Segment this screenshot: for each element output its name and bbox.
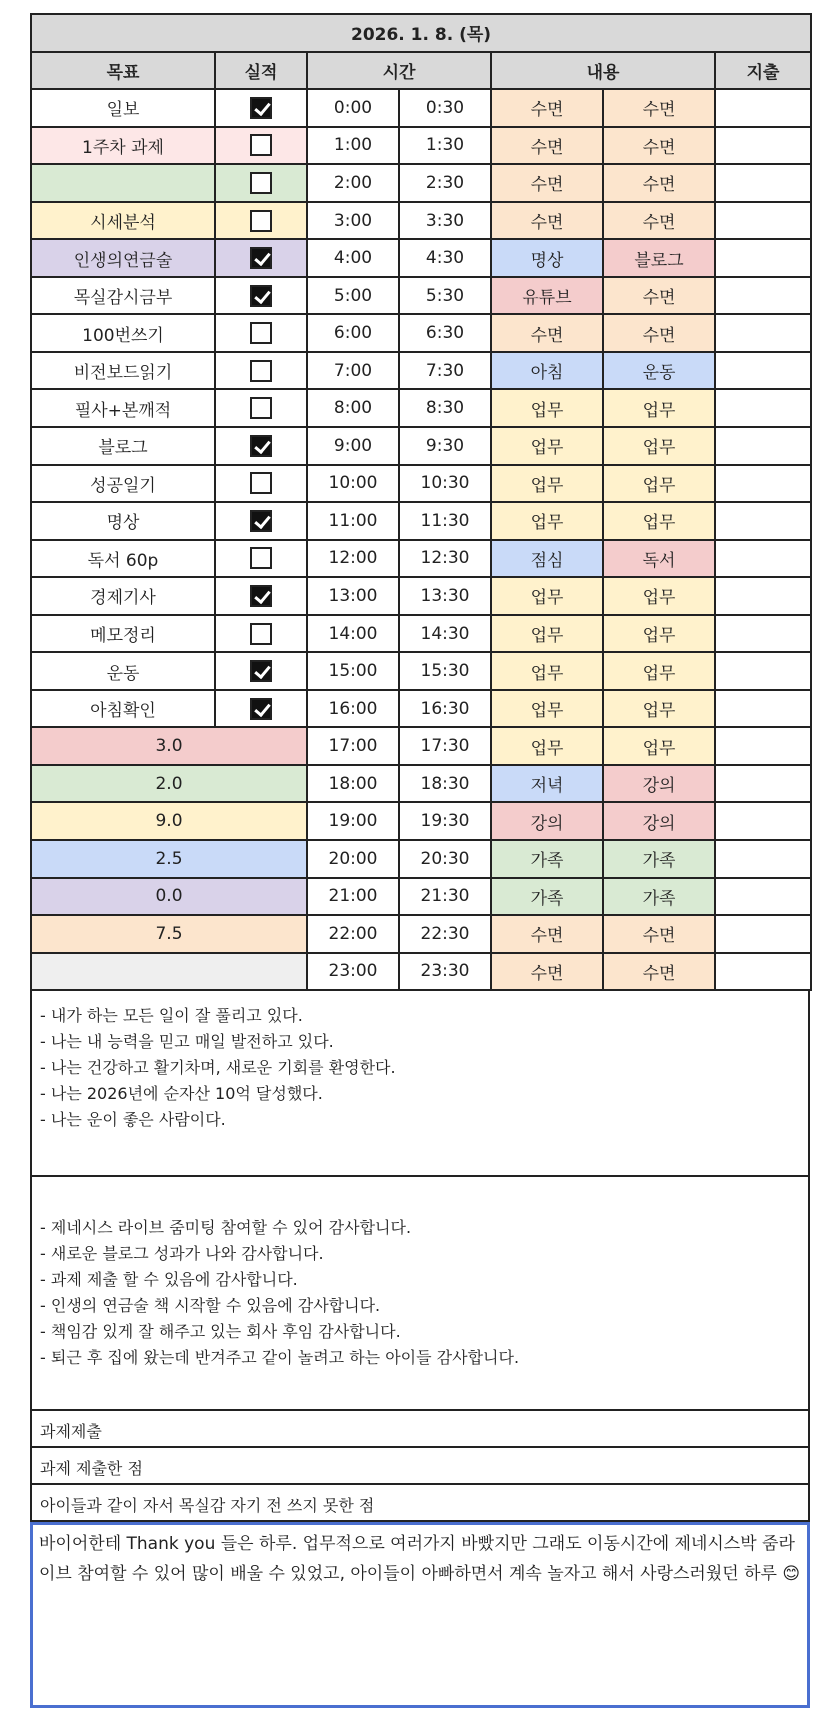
goal-cell[interactable] bbox=[31, 164, 215, 202]
goal-cell[interactable]: 시세분석 bbox=[31, 202, 215, 240]
expense-cell[interactable] bbox=[715, 502, 811, 540]
result-cell[interactable] bbox=[215, 427, 307, 465]
summary-value-cell[interactable]: 9.0 bbox=[31, 802, 307, 840]
table-row bbox=[31, 727, 811, 765]
line-cell-1[interactable]: 과제제출 bbox=[30, 1411, 810, 1448]
checkbox-checked[interactable] bbox=[250, 660, 272, 682]
goal-cell[interactable]: 인생의연금술 bbox=[31, 239, 215, 277]
goal-cell[interactable]: 운동 bbox=[31, 652, 215, 690]
expense-cell[interactable] bbox=[715, 840, 811, 878]
time-start-cell[interactable]: 15:00 bbox=[307, 652, 399, 690]
time-header: 시간 bbox=[307, 52, 491, 90]
content-cell-1[interactable]: 업무 bbox=[491, 615, 603, 653]
expense-cell[interactable] bbox=[715, 802, 811, 840]
time-start-cell[interactable]: 21:00 bbox=[307, 878, 399, 916]
time-start-cell[interactable]: 8:00 bbox=[307, 389, 399, 427]
content-cell-1[interactable]: 업무 bbox=[491, 577, 603, 615]
line-cell-3[interactable]: 아이들과 같이 자서 목실감 자기 전 쓰지 못한 점 bbox=[30, 1485, 810, 1522]
content-cell-1[interactable]: 수면 bbox=[491, 953, 603, 991]
expense-cell[interactable] bbox=[715, 239, 811, 277]
checkbox-unchecked[interactable] bbox=[250, 360, 272, 382]
list-item: - 나는 운이 좋은 사람이다. bbox=[40, 1110, 226, 1130]
content-cell-2[interactable]: 수면 bbox=[603, 202, 715, 240]
goal-cell[interactable]: 독서 60p bbox=[31, 540, 215, 578]
list-item: - 제네시스 라이브 줌미팅 참여할 수 있어 감사합니다. bbox=[40, 1218, 412, 1238]
time-end-cell[interactable]: 13:30 bbox=[399, 577, 491, 615]
table-row bbox=[31, 465, 811, 503]
table-row bbox=[31, 953, 811, 991]
content-cell-2[interactable]: 수면 bbox=[603, 953, 715, 991]
time-start-cell[interactable]: 18:00 bbox=[307, 765, 399, 803]
table-row bbox=[31, 239, 811, 277]
goal-cell[interactable]: 100번쓰기 bbox=[31, 314, 215, 352]
content-cell-2[interactable]: 독서 bbox=[603, 540, 715, 578]
expense-cell[interactable] bbox=[715, 540, 811, 578]
time-start-cell[interactable]: 11:00 bbox=[307, 502, 399, 540]
time-end-cell[interactable]: 23:30 bbox=[399, 953, 491, 991]
content-cell-1[interactable]: 유튜브 bbox=[491, 277, 603, 315]
content-cell-1[interactable]: 가족 bbox=[491, 840, 603, 878]
expense-cell[interactable] bbox=[715, 953, 811, 991]
goal-cell[interactable]: 경제기사 bbox=[31, 577, 215, 615]
expense-cell[interactable] bbox=[715, 314, 811, 352]
expense-cell[interactable] bbox=[715, 727, 811, 765]
content-cell-1[interactable]: 업무 bbox=[491, 502, 603, 540]
goal-cell[interactable]: 명상 bbox=[31, 502, 215, 540]
time-start-cell[interactable]: 16:00 bbox=[307, 690, 399, 728]
time-start-cell[interactable]: 23:00 bbox=[307, 953, 399, 991]
checkbox-checked[interactable] bbox=[250, 435, 272, 457]
time-start-cell[interactable]: 2:00 bbox=[307, 164, 399, 202]
time-end-cell[interactable]: 18:30 bbox=[399, 765, 491, 803]
time-start-cell[interactable]: 14:00 bbox=[307, 615, 399, 653]
expense-cell[interactable] bbox=[715, 915, 811, 953]
content-cell-2[interactable]: 가족 bbox=[603, 878, 715, 916]
time-start-cell[interactable]: 6:00 bbox=[307, 314, 399, 352]
table-row bbox=[31, 765, 811, 803]
table-row bbox=[31, 89, 811, 127]
result-cell[interactable] bbox=[215, 615, 307, 653]
time-start-cell[interactable]: 5:00 bbox=[307, 277, 399, 315]
table-row bbox=[31, 427, 811, 465]
expense-cell[interactable] bbox=[715, 577, 811, 615]
content-cell-1[interactable]: 수면 bbox=[491, 164, 603, 202]
content-cell-1[interactable]: 수면 bbox=[491, 314, 603, 352]
time-end-cell[interactable]: 10:30 bbox=[399, 465, 491, 503]
time-end-cell[interactable]: 5:30 bbox=[399, 277, 491, 315]
table-row bbox=[31, 840, 811, 878]
content-cell-1[interactable]: 아침 bbox=[491, 352, 603, 390]
checkbox-unchecked[interactable] bbox=[250, 547, 272, 569]
goal-cell[interactable]: 일보 bbox=[31, 89, 215, 127]
time-start-cell[interactable]: 9:00 bbox=[307, 427, 399, 465]
time-start-cell[interactable]: 10:00 bbox=[307, 465, 399, 503]
daily-planner-sheet bbox=[30, 13, 810, 1708]
planner-table bbox=[30, 13, 812, 991]
time-end-cell[interactable]: 7:30 bbox=[399, 352, 491, 390]
checkbox-unchecked[interactable] bbox=[250, 134, 272, 156]
table-row bbox=[31, 389, 811, 427]
time-end-cell[interactable]: 3:30 bbox=[399, 202, 491, 240]
goal-cell[interactable]: 성공일기 bbox=[31, 465, 215, 503]
time-end-cell[interactable]: 22:30 bbox=[399, 915, 491, 953]
summary-value-cell[interactable] bbox=[31, 953, 307, 991]
journal-cell-selected[interactable]: 바이어한테 Thank you 들은 하루. 업무적으로 여러가지 바빴지만 그래도 이동시간에 제네시스박 줌라이브 참여할 수 있어 많이 배울 수 있었고, 아이들이 아빠하면서 계속 놀자고 해서 사랑스러웠던 하루 😊 bbox=[30, 1522, 810, 1708]
time-end-cell[interactable]: 12:30 bbox=[399, 540, 491, 578]
goal-cell[interactable]: 비전보드읽기 bbox=[31, 352, 215, 390]
time-end-cell[interactable]: 9:30 bbox=[399, 427, 491, 465]
goal-cell[interactable]: 목실감시금부 bbox=[31, 277, 215, 315]
checkbox-checked[interactable] bbox=[250, 285, 272, 307]
list-item: - 내가 하는 모든 일이 잘 풀리고 있다. bbox=[40, 1006, 303, 1026]
table-row bbox=[31, 802, 811, 840]
expense-cell[interactable] bbox=[715, 465, 811, 503]
content-cell-2[interactable]: 업무 bbox=[603, 652, 715, 690]
table-row bbox=[31, 540, 811, 578]
time-start-cell[interactable]: 17:00 bbox=[307, 727, 399, 765]
expense-cell[interactable] bbox=[715, 389, 811, 427]
table-row bbox=[31, 915, 811, 953]
content-cell-2[interactable]: 수면 bbox=[603, 915, 715, 953]
content-cell-1[interactable]: 수면 bbox=[491, 89, 603, 127]
summary-value-cell[interactable]: 2.0 bbox=[31, 765, 307, 803]
time-start-cell[interactable]: 12:00 bbox=[307, 540, 399, 578]
expense-cell[interactable] bbox=[715, 352, 811, 390]
table-row bbox=[31, 615, 811, 653]
content-cell-1[interactable]: 명상 bbox=[491, 239, 603, 277]
checkbox-checked[interactable] bbox=[250, 97, 272, 119]
time-end-cell[interactable]: 11:30 bbox=[399, 502, 491, 540]
list-item: - 나는 건강하고 활기차며, 새로운 기회를 환영한다. bbox=[40, 1058, 396, 1078]
time-end-cell[interactable]: 17:30 bbox=[399, 727, 491, 765]
time-start-cell[interactable]: 7:00 bbox=[307, 352, 399, 390]
content-cell-1[interactable]: 업무 bbox=[491, 690, 603, 728]
content-cell-2[interactable]: 업무 bbox=[603, 389, 715, 427]
table-row bbox=[31, 878, 811, 916]
checkbox-checked[interactable] bbox=[250, 698, 272, 720]
content-cell-2[interactable]: 업무 bbox=[603, 502, 715, 540]
table-row bbox=[31, 277, 811, 315]
content-cell-2[interactable]: 수면 bbox=[603, 127, 715, 165]
checkbox-unchecked[interactable] bbox=[250, 472, 272, 494]
expense-cell[interactable] bbox=[715, 878, 811, 916]
affirmations-block[interactable] bbox=[30, 991, 810, 1177]
goal-cell[interactable]: 블로그 bbox=[31, 427, 215, 465]
result-cell[interactable] bbox=[215, 465, 307, 503]
checkbox-unchecked[interactable] bbox=[250, 210, 272, 232]
time-end-cell[interactable]: 8:30 bbox=[399, 389, 491, 427]
expense-cell[interactable] bbox=[715, 690, 811, 728]
result-cell[interactable] bbox=[215, 127, 307, 165]
content-cell-2[interactable]: 블로그 bbox=[603, 239, 715, 277]
time-end-cell[interactable]: 16:30 bbox=[399, 690, 491, 728]
content-cell-2[interactable]: 수면 bbox=[603, 89, 715, 127]
content-cell-1[interactable]: 업무 bbox=[491, 727, 603, 765]
list-item: - 나는 내 능력을 믿고 매일 발전하고 있다. bbox=[40, 1032, 334, 1052]
time-end-cell[interactable]: 14:30 bbox=[399, 615, 491, 653]
table-row bbox=[31, 652, 811, 690]
content-cell-2[interactable]: 수면 bbox=[603, 164, 715, 202]
result-cell[interactable] bbox=[215, 352, 307, 390]
expense-cell[interactable] bbox=[715, 652, 811, 690]
content-cell-2[interactable]: 수면 bbox=[603, 277, 715, 315]
expense-cell[interactable] bbox=[715, 127, 811, 165]
expense-header: 지출 bbox=[715, 52, 811, 90]
content-cell-2[interactable]: 운동 bbox=[603, 352, 715, 390]
result-cell[interactable] bbox=[215, 89, 307, 127]
time-end-cell[interactable]: 0:30 bbox=[399, 89, 491, 127]
expense-cell[interactable] bbox=[715, 89, 811, 127]
time-end-cell[interactable]: 20:30 bbox=[399, 840, 491, 878]
content-cell-1[interactable]: 강의 bbox=[491, 802, 603, 840]
goal-cell[interactable]: 메모정리 bbox=[31, 615, 215, 653]
content-cell-2[interactable]: 업무 bbox=[603, 727, 715, 765]
list-item: - 인생의 연금술 책 시작할 수 있음에 감사합니다. bbox=[40, 1296, 381, 1316]
time-start-cell[interactable]: 0:00 bbox=[307, 89, 399, 127]
content-cell-2[interactable]: 수면 bbox=[603, 314, 715, 352]
content-cell-1[interactable]: 업무 bbox=[491, 465, 603, 503]
time-start-cell[interactable]: 20:00 bbox=[307, 840, 399, 878]
expense-cell[interactable] bbox=[715, 427, 811, 465]
content-cell-1[interactable]: 수면 bbox=[491, 202, 603, 240]
table-row bbox=[31, 577, 811, 615]
summary-value-cell[interactable]: 7.5 bbox=[31, 915, 307, 953]
content-cell-1[interactable]: 점심 bbox=[491, 540, 603, 578]
content-cell-1[interactable]: 저녁 bbox=[491, 765, 603, 803]
content-cell-1[interactable]: 가족 bbox=[491, 878, 603, 916]
content-cell-2[interactable]: 업무 bbox=[603, 465, 715, 503]
checkbox-checked[interactable] bbox=[250, 247, 272, 269]
content-cell-2[interactable]: 업무 bbox=[603, 427, 715, 465]
planner-body bbox=[31, 89, 811, 990]
result-cell[interactable] bbox=[215, 202, 307, 240]
expense-cell[interactable] bbox=[715, 277, 811, 315]
list-item: - 퇴근 후 집에 왔는데 반겨주고 같이 놀려고 하는 아이들 감사합니다. bbox=[40, 1348, 520, 1368]
line-cell-2[interactable]: 과제 제출한 점 bbox=[30, 1448, 810, 1485]
content-cell-1[interactable]: 업무 bbox=[491, 652, 603, 690]
time-end-cell[interactable]: 1:30 bbox=[399, 127, 491, 165]
table-row bbox=[31, 164, 811, 202]
time-start-cell[interactable]: 22:00 bbox=[307, 915, 399, 953]
table-row bbox=[31, 352, 811, 390]
result-cell[interactable] bbox=[215, 502, 307, 540]
goal-cell[interactable]: 필사+본깨적 bbox=[31, 389, 215, 427]
summary-value-cell[interactable]: 2.5 bbox=[31, 840, 307, 878]
time-start-cell[interactable]: 3:00 bbox=[307, 202, 399, 240]
checkbox-unchecked[interactable] bbox=[250, 397, 272, 419]
summary-value-cell[interactable]: 0.0 bbox=[31, 878, 307, 916]
content-cell-2[interactable]: 업무 bbox=[603, 577, 715, 615]
time-end-cell[interactable]: 2:30 bbox=[399, 164, 491, 202]
content-cell-2[interactable]: 업무 bbox=[603, 690, 715, 728]
goal-cell[interactable]: 1주차 과제 bbox=[31, 127, 215, 165]
content-cell-1[interactable]: 업무 bbox=[491, 427, 603, 465]
expense-cell[interactable] bbox=[715, 765, 811, 803]
result-cell[interactable] bbox=[215, 389, 307, 427]
table-row bbox=[31, 690, 811, 728]
expense-cell[interactable] bbox=[715, 164, 811, 202]
content-cell-2[interactable]: 가족 bbox=[603, 840, 715, 878]
content-cell-2[interactable]: 업무 bbox=[603, 615, 715, 653]
list-item: - 책임감 있게 잘 해주고 있는 회사 후임 감사합니다. bbox=[40, 1322, 401, 1342]
time-start-cell[interactable]: 1:00 bbox=[307, 127, 399, 165]
list-item: - 새로운 블로그 성과가 나와 감사합니다. bbox=[40, 1244, 324, 1264]
result-cell[interactable] bbox=[215, 540, 307, 578]
result-cell[interactable] bbox=[215, 164, 307, 202]
checkbox-checked[interactable] bbox=[250, 585, 272, 607]
list-item: - 과제 제출 할 수 있음에 감사합니다. bbox=[40, 1270, 298, 1290]
list-item: - 나는 2026년에 순자산 10억 달성했다. bbox=[40, 1084, 323, 1104]
result-header: 실적 bbox=[215, 52, 307, 90]
expense-cell[interactable] bbox=[715, 615, 811, 653]
time-end-cell[interactable]: 6:30 bbox=[399, 314, 491, 352]
checkbox-unchecked[interactable] bbox=[250, 172, 272, 194]
content-cell-2[interactable]: 강의 bbox=[603, 802, 715, 840]
content-header: 내용 bbox=[491, 52, 715, 90]
table-row bbox=[31, 502, 811, 540]
content-cell-1[interactable]: 업무 bbox=[491, 389, 603, 427]
checkbox-checked[interactable] bbox=[250, 510, 272, 532]
table-row bbox=[31, 314, 811, 352]
result-cell[interactable] bbox=[215, 577, 307, 615]
goal-cell[interactable]: 아침확인 bbox=[31, 690, 215, 728]
checkbox-unchecked[interactable] bbox=[250, 623, 272, 645]
result-cell[interactable] bbox=[215, 652, 307, 690]
date-header: 2026. 1. 8. (목) bbox=[31, 14, 811, 52]
result-cell[interactable] bbox=[215, 277, 307, 315]
gratitude-block[interactable] bbox=[30, 1177, 810, 1411]
result-cell[interactable] bbox=[215, 239, 307, 277]
time-start-cell[interactable]: 4:00 bbox=[307, 239, 399, 277]
time-end-cell[interactable]: 21:30 bbox=[399, 878, 491, 916]
time-start-cell[interactable]: 13:00 bbox=[307, 577, 399, 615]
result-cell[interactable] bbox=[215, 690, 307, 728]
table-row bbox=[31, 127, 811, 165]
result-cell[interactable] bbox=[215, 314, 307, 352]
goal-header: 목표 bbox=[31, 52, 215, 90]
table-row bbox=[31, 202, 811, 240]
time-start-cell[interactable]: 19:00 bbox=[307, 802, 399, 840]
content-cell-2[interactable]: 강의 bbox=[603, 765, 715, 803]
summary-value-cell[interactable]: 3.0 bbox=[31, 727, 307, 765]
content-cell-1[interactable]: 수면 bbox=[491, 127, 603, 165]
checkbox-unchecked[interactable] bbox=[250, 322, 272, 344]
time-end-cell[interactable]: 4:30 bbox=[399, 239, 491, 277]
time-end-cell[interactable]: 19:30 bbox=[399, 802, 491, 840]
content-cell-1[interactable]: 수면 bbox=[491, 915, 603, 953]
expense-cell[interactable] bbox=[715, 202, 811, 240]
time-end-cell[interactable]: 15:30 bbox=[399, 652, 491, 690]
